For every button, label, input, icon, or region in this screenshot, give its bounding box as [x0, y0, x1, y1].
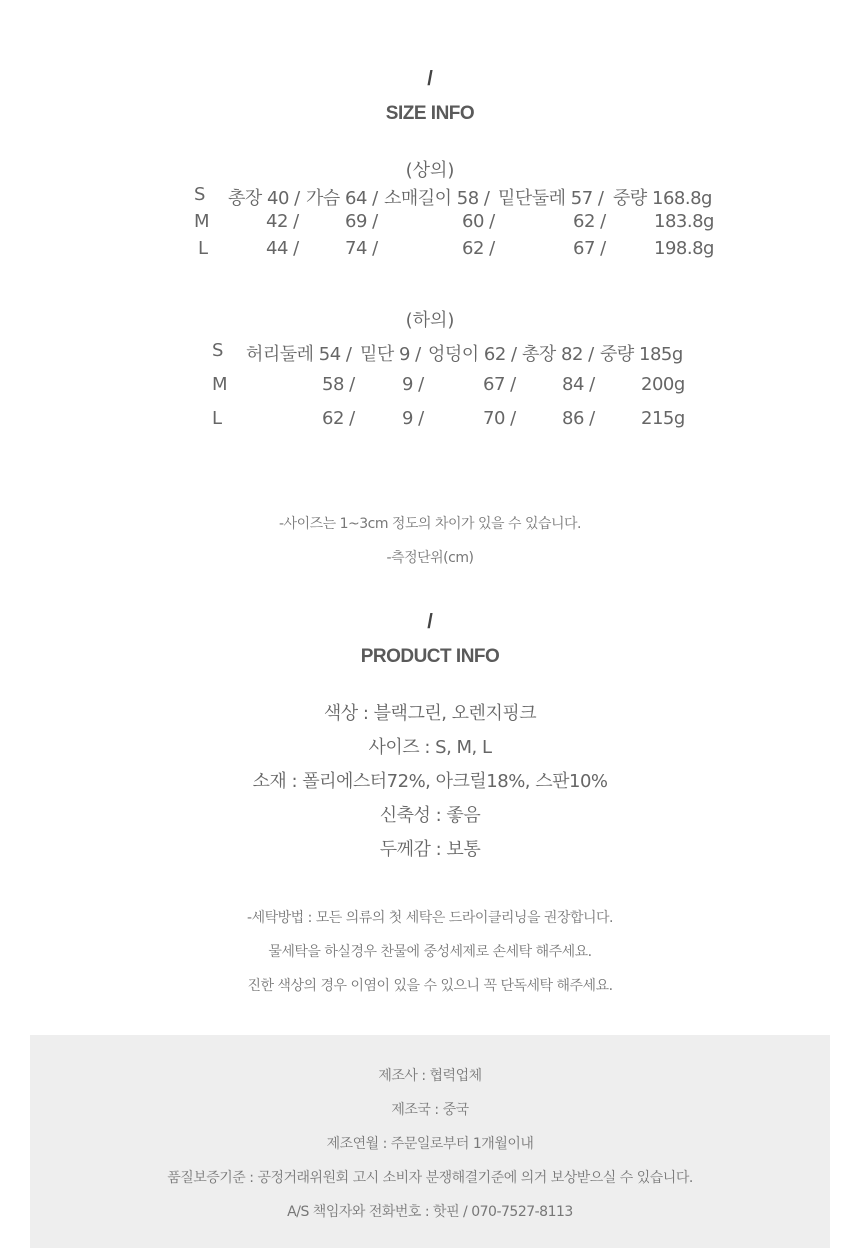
size-cell: 밑단둘레 57 /	[498, 188, 604, 209]
size-cell: 86 /	[562, 408, 595, 429]
quality-guarantee: 품질보증기준 : 공정거래위원회 고시 소비자 분쟁해결기준에 의거 보상받으실 수 있습니다.	[167, 1170, 693, 1186]
size-label: L	[198, 238, 208, 259]
size-cell: 215g	[641, 408, 685, 429]
size-cell: 소매길이 58 /	[384, 188, 490, 209]
product-color: 색상 : 블랙그린, 오렌지핑크	[323, 703, 537, 724]
size-cell: 74 /	[345, 238, 378, 259]
size-cell: 200g	[641, 374, 685, 395]
size-cell: 69 /	[345, 211, 378, 232]
size-cell: 밑단 9 /	[360, 344, 421, 365]
size-cell: 67 /	[483, 374, 516, 395]
product-elasticity: 신축성 : 좋음	[379, 805, 481, 826]
size-cell: 허리둘레 54 /	[246, 344, 352, 365]
size-cell: 198.8g	[654, 238, 714, 259]
size-cell: 67 /	[573, 238, 606, 259]
size-note-tolerance: -사이즈는 1~3cm 정도의 차이가 있을 수 있습니다.	[279, 516, 581, 532]
size-cell: 62 /	[322, 408, 355, 429]
care-handwash: 물세탁을 하실경우 찬물에 중성세제로 손세탁 해주세요.	[268, 944, 592, 960]
size-label: L	[212, 408, 222, 429]
size-info-title: SIZE INFO	[385, 103, 475, 124]
size-label: M	[212, 374, 228, 395]
size-cell: 중량 168.8g	[613, 188, 712, 209]
size-cell: 183.8g	[654, 211, 714, 232]
size-cell: 총장 82 /	[522, 344, 594, 365]
size-label: M	[194, 211, 210, 232]
size-cell: 42 /	[266, 211, 299, 232]
size-info-divider: /	[427, 68, 433, 90]
size-cell: 62 /	[573, 211, 606, 232]
size-cell: 9 /	[402, 408, 424, 429]
size-cell: 62 /	[462, 238, 495, 259]
size-cell: 58 /	[322, 374, 355, 395]
size-note-unit: -측정단위(cm)	[386, 550, 474, 566]
product-info-divider: /	[427, 611, 433, 633]
size-label: S	[194, 184, 205, 205]
country-of-origin: 제조국 : 중국	[391, 1102, 469, 1118]
size-cell: 60 /	[462, 211, 495, 232]
size-cell: 중량 185g	[600, 344, 683, 365]
size-cell: 9 /	[402, 374, 424, 395]
size-label: S	[212, 340, 223, 361]
manufacturer-info-box	[30, 1035, 830, 1248]
bottom-size-caption: (하의)	[405, 310, 455, 331]
care-dye-warning: 진한 색상의 경우 이염이 있을 수 있으니 꼭 단독세탁 해주세요.	[247, 978, 613, 994]
size-cell: 44 /	[266, 238, 299, 259]
size-cell: 84 /	[562, 374, 595, 395]
manufacture-date: 제조연월 : 주문일로부터 1개월이내	[326, 1136, 534, 1152]
manufacturer: 제조사 : 협력업체	[378, 1068, 482, 1084]
as-contact: A/S 책임자와 전화번호 : 핫핀 / 070-7527-8113	[287, 1204, 573, 1220]
care-method: -세탁방법 : 모든 의류의 첫 세탁은 드라이클리닝을 권장합니다.	[247, 910, 613, 926]
size-cell: 총장 40 /	[228, 188, 300, 209]
size-cell: 엉덩이 62 /	[428, 344, 517, 365]
product-thickness: 두께감 : 보통	[379, 839, 481, 860]
product-material: 소재 : 폴리에스터72%, 아크릴18%, 스판10%	[252, 771, 608, 792]
top-size-caption: (상의)	[405, 160, 455, 181]
size-cell: 70 /	[483, 408, 516, 429]
size-cell: 가슴 64 /	[306, 188, 378, 209]
product-sizes: 사이즈 : S, M, L	[368, 737, 492, 758]
product-info-title: PRODUCT INFO	[360, 646, 500, 667]
